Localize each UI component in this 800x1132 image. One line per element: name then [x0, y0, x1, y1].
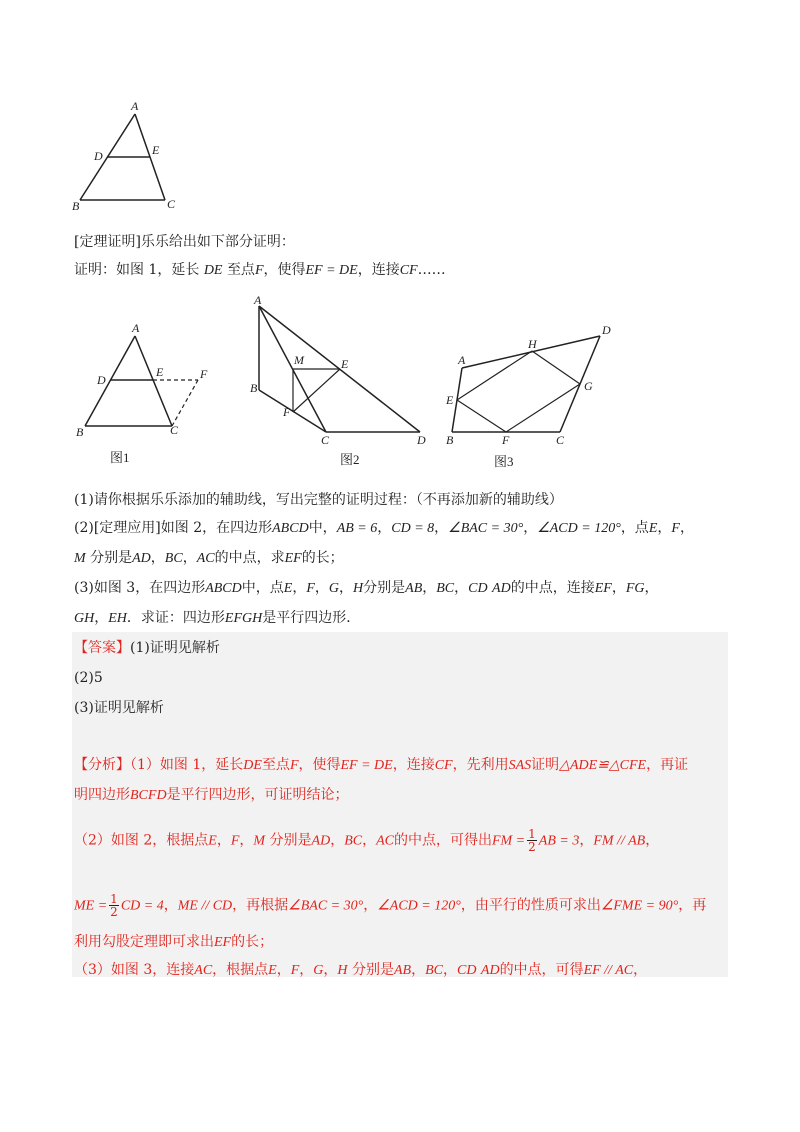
svg-text:D: D — [417, 433, 426, 447]
question-2-line-1: (2)[定理应用]如图 2，在四边形ABCD中，AB = 6，CD = 8，∠BAC = 30°，∠ACD = 120°，点E，F， — [74, 520, 694, 536]
svg-text:E: E — [341, 357, 349, 371]
svg-text:G: G — [584, 379, 593, 393]
caption-fig1: 图1 — [110, 450, 130, 465]
svg-text:B: B — [250, 381, 258, 395]
label-d: D — [94, 149, 103, 163]
svg-text:A: A — [458, 353, 466, 367]
analysis-line-6: （3）如图 3，连接AC，根据点E，F，G，H 分别是AB，BC，CD AD的中点，可得EF // AC， — [74, 962, 648, 978]
svg-text:H: H — [528, 337, 537, 351]
svg-text:D: D — [97, 373, 106, 387]
svg-text:A: A — [132, 321, 140, 335]
question-3-line-2: GH，EH．求证：四边形EFGH是平行四边形． — [74, 610, 361, 626]
answer-line-2: (2)5 — [74, 670, 103, 686]
svg-text:F: F — [283, 405, 291, 419]
analysis-line-2: 明四边形BCFD是平行四边形，可证明结论； — [74, 787, 349, 803]
analysis-line-4: ME = $\frac{1}{2}$ CD = 4，ME // CD，再根据∠BAC = 30°，∠ACD = 120°，由平行的性质可求出∠FME = 90°，再 — [74, 892, 707, 919]
svg-text:E: E — [156, 365, 164, 379]
svg-text:C: C — [170, 423, 179, 437]
figure-3 — [440, 320, 620, 470]
svg-text:E: E — [446, 393, 454, 407]
analysis-line-1: 【分析】（1）如图 1，延长DE至点F，使得EF = DE，连接CF，先利用SAS证明△ADE≌△CFE，再证 — [74, 757, 689, 773]
label-a: A — [131, 99, 139, 113]
question-1: (1)请你根据乐乐添加的辅助线，写出完整的证明过程：（不再添加新的辅助线） — [74, 492, 563, 508]
svg-text:M: M — [294, 353, 304, 367]
svg-text:F: F — [502, 433, 510, 447]
svg-text:F: F — [200, 367, 208, 381]
svg-text:C: C — [556, 433, 565, 447]
caption-fig3: 图3 — [494, 454, 514, 469]
question-2-line-2: M 分别是AD，BC，AC的中点，求EF的长； — [74, 550, 344, 566]
svg-text:B: B — [76, 425, 84, 439]
svg-text:D: D — [602, 323, 611, 337]
label-e: E — [152, 143, 160, 157]
analysis-line-5: 利用勾股定理即可求出EF的长； — [74, 934, 274, 950]
figure-triangle-top — [70, 98, 190, 214]
svg-text:B: B — [446, 433, 454, 447]
svg-text:C: C — [321, 433, 330, 447]
figure-2 — [248, 292, 438, 472]
question-3-line-1: (3)如图 3，在四边形ABCD中，点E，F，G，H分别是AB，BC，CD AD的中点，连接EF，FG， — [74, 580, 659, 596]
answer-line-3: (3)证明见解析 — [74, 700, 164, 716]
answer-line-1: 【答案】(1)证明见解析 — [74, 640, 220, 656]
label-b: B — [72, 199, 80, 213]
analysis-line-3: （2）如图 2，根据点E，F，M 分别是AD，BC，AC的中点，可得出FM = $\frac{1}{2}$ AB = 3，FM // AB， — [74, 827, 660, 854]
label-c: C — [167, 197, 176, 211]
figure-1 — [70, 320, 220, 470]
proof-line: 证明：如图 1，延长 DE 至点F，使得EF = DE，连接CF…… — [74, 262, 446, 278]
svg-text:A: A — [254, 293, 262, 307]
theorem-line: [定理证明]乐乐给出如下部分证明： — [74, 234, 295, 250]
caption-fig2: 图2 — [340, 452, 360, 467]
